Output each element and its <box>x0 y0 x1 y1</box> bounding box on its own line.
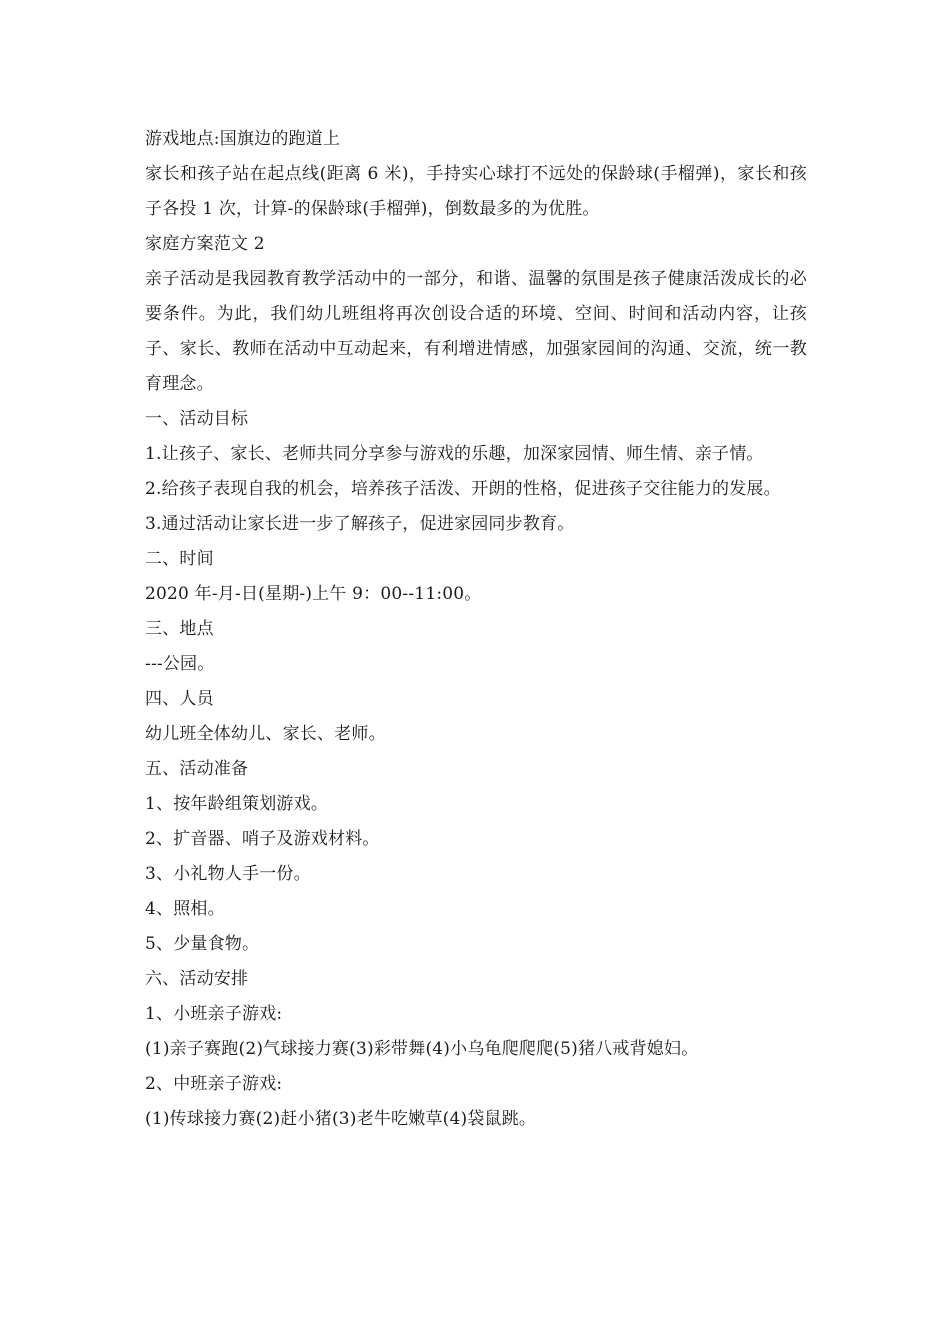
time-value: 2020 年-月-日(星期-)上午 9：00--11:00。 <box>145 584 482 604</box>
heading-people: 四、人员 <box>145 689 214 709</box>
goal-item-1: 1.让孩子、家长、老师共同分享参与游戏的乐趣，加深家园情、师生情、亲子情。 <box>145 444 764 464</box>
goal-item-2: 2.给孩子表现自我的机会，培养孩子活泼、开朗的性格，促进孩子交往能力的发展。 <box>145 479 781 499</box>
prep-item-2: 2、扩音器、哨子及游戏材料。 <box>145 829 380 849</box>
goal-item-3: 3.通过活动让家长进一步了解孩子，促进家园同步教育。 <box>145 514 575 534</box>
prep-item-3: 3、小礼物人手一份。 <box>145 864 311 884</box>
heading-location: 三、地点 <box>145 619 214 639</box>
location-value: ---公园。 <box>145 654 215 674</box>
heading-preparation: 五、活动准备 <box>145 759 249 779</box>
heading-schedule: 六、活动安排 <box>145 969 249 989</box>
prep-item-1: 1、按年龄组策划游戏。 <box>145 794 329 814</box>
document-page <box>145 122 807 1137</box>
schedule-small-class-games: (1)亲子赛跑(2)气球接力赛(3)彩带舞(4)小乌龟爬爬爬(5)猪八戒背媳妇。 <box>145 1039 699 1059</box>
schedule-middle-class-title: 2、中班亲子游戏: <box>145 1074 283 1094</box>
schedule-middle-class-games: (1)传球接力赛(2)赶小猪(3)老牛吃嫩草(4)袋鼠跳。 <box>145 1109 537 1129</box>
heading-goals: 一、活动目标 <box>145 409 249 429</box>
intro-paragraph: 亲子活动是我园教育教学活动中的一部分，和谐、温馨的氛围是孩子健康活泼成长的必要条件。为此，我们幼儿班组将再次创设合适的环境、空间、时间和活动内容，让孩子、家长、教师在活动中互动起来，有利增进情感，加强家园间的沟通、交流，统一教育理念。 <box>145 269 807 394</box>
heading-time: 二、时间 <box>145 549 214 569</box>
schedule-small-class-title: 1、小班亲子游戏: <box>145 1004 283 1024</box>
prep-item-5: 5、少量食物。 <box>145 934 260 954</box>
section-title-plan-2: 家庭方案范文 2 <box>145 234 265 254</box>
game-location-line: 游戏地点:国旗边的跑道上 <box>145 129 341 149</box>
people-value: 幼儿班全体幼儿、家长、老师。 <box>145 724 386 744</box>
prep-item-4: 4、照相。 <box>145 899 225 919</box>
game-rules-paragraph: 家长和孩子站在起点线(距离 6 米)，手持实心球打不远处的保龄球(手榴弹)，家长和孩子各投 1 次，计算-的保龄球(手榴弹)，倒数最多的为优胜。 <box>145 164 807 219</box>
